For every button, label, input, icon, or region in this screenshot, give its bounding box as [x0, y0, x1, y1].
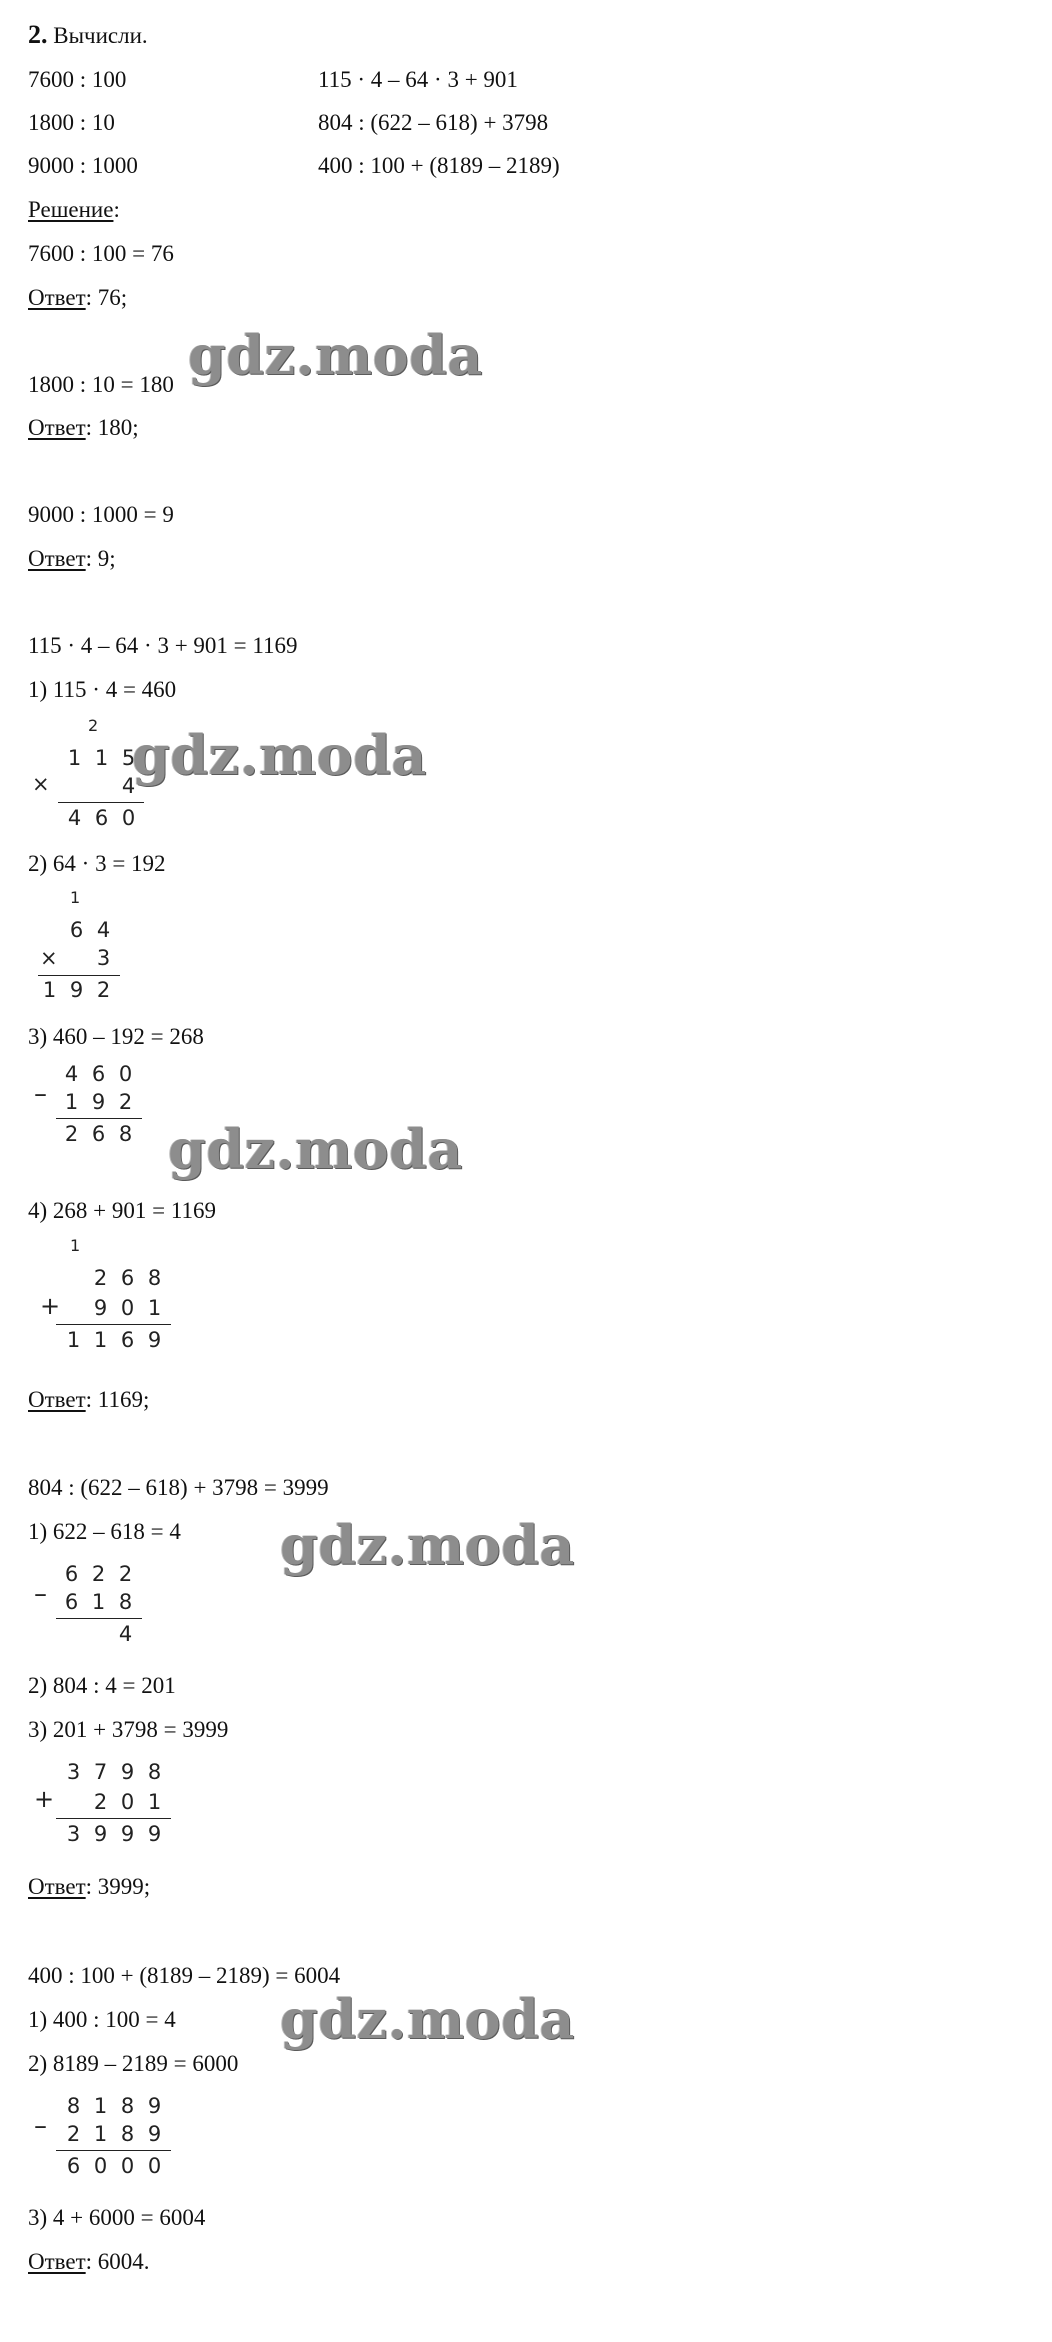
- operator-sign: –: [34, 1579, 47, 1609]
- result-number: [36, 978, 117, 1002]
- result-number: [60, 1328, 168, 1352]
- digit: 1: [67, 746, 82, 770]
- digit: 2: [91, 1562, 106, 1586]
- watermark: gdz.moda: [188, 323, 483, 387]
- top-number: [61, 746, 142, 770]
- watermark: gdz.moda: [280, 1987, 575, 2051]
- s2-equation: 1800 : 10 = 180: [28, 372, 174, 397]
- operator-sign: +: [34, 1785, 55, 1813]
- result-number: [60, 2154, 168, 2178]
- digit: 1: [147, 1790, 162, 1814]
- answer-label: Ответ: [28, 1874, 86, 1899]
- s5-answer: [28, 1875, 150, 1898]
- bottom-number: [58, 1590, 139, 1614]
- digit: 2: [64, 1122, 79, 1146]
- digit: 1: [93, 1328, 108, 1352]
- result-line: [56, 1618, 142, 1619]
- s4-step-4: 4) 268 + 901 = 1169: [28, 1198, 216, 1223]
- operator-sign: –: [34, 2111, 47, 2141]
- bottom-number: [87, 1790, 168, 1814]
- digit: 3: [66, 1822, 81, 1846]
- s6-answer: [28, 2250, 150, 2273]
- s5-step-2: 2) 804 : 4 = 201: [28, 1673, 176, 1698]
- s1-answer: [28, 286, 127, 309]
- answer-value: : 6004.: [85, 2249, 150, 2274]
- digit: 1: [66, 1328, 81, 1352]
- column-multiplication-64x3: [28, 888, 148, 1008]
- digit: 7: [93, 1760, 108, 1784]
- s6-step-1: 1) 400 : 100 = 4: [28, 2007, 176, 2032]
- task-right-3: 400 : 100 + (8189 – 2189): [318, 153, 560, 178]
- result-number: [61, 806, 142, 830]
- digit: 0: [120, 2154, 135, 2178]
- s5-step-3: 3) 201 + 3798 = 3999: [28, 1717, 229, 1742]
- digit: 6: [91, 1062, 106, 1086]
- bottom-number: [58, 1090, 139, 1114]
- column-addition-268-901: [28, 1236, 188, 1356]
- digit: 0: [93, 2154, 108, 2178]
- s4-step-2: 2) 64 · 3 = 192: [28, 851, 166, 876]
- exercise-number: 2.: [28, 20, 48, 49]
- digit: 0: [120, 1790, 135, 1814]
- digit: 6: [64, 1590, 79, 1614]
- result-line: [56, 1818, 171, 1819]
- digit: 6: [94, 806, 109, 830]
- answer-value: : 180;: [85, 415, 139, 440]
- s4-answer: [28, 1388, 149, 1411]
- result-line: [56, 1118, 142, 1119]
- digit: 0: [121, 806, 136, 830]
- s3-equation: 9000 : 1000 = 9: [28, 502, 174, 527]
- bottom-number: [87, 1296, 168, 1320]
- column-subtraction-622-618: [28, 1562, 158, 1662]
- result-line: [56, 1324, 171, 1325]
- s1-equation: 7600 : 100 = 76: [28, 241, 174, 266]
- result-number: [60, 1822, 168, 1846]
- answer-value: : 3999;: [85, 1874, 151, 1899]
- bottom-number: [60, 2122, 168, 2146]
- solution-label: Решение: [28, 197, 114, 222]
- answer-label: Ответ: [28, 2249, 86, 2274]
- task-left-1: 7600 : 100: [28, 67, 127, 92]
- digit: 0: [120, 1296, 135, 1320]
- bottom-number: [90, 946, 117, 970]
- digit: 8: [120, 2094, 135, 2118]
- digit: 6: [64, 1562, 79, 1586]
- carry-digit: 2: [88, 716, 99, 735]
- digit: 8: [118, 1122, 133, 1146]
- s6-step-2: 2) 8189 – 2189 = 6000: [28, 2051, 239, 2076]
- digit: 3: [96, 946, 111, 970]
- digit: 1: [64, 1090, 79, 1114]
- s4-equation: 115 · 4 – 64 · 3 + 901 = 1169: [28, 633, 298, 658]
- s5-equation: 804 : (622 – 618) + 3798 = 3999: [28, 1475, 329, 1500]
- result-line: [58, 802, 144, 803]
- answer-value: : 1169;: [85, 1387, 150, 1412]
- column-subtraction-8189-2189: [28, 2094, 188, 2194]
- top-number: [60, 2094, 168, 2118]
- answer-label: Ответ: [28, 415, 86, 440]
- answer-label: Ответ: [28, 1387, 86, 1412]
- digit: 9: [147, 2094, 162, 2118]
- operator-sign: –: [34, 1079, 47, 1109]
- digit: 6: [120, 1328, 135, 1352]
- s5-step-1: 1) 622 – 618 = 4: [28, 1519, 181, 1544]
- digit: 1: [42, 978, 57, 1002]
- digit: 9: [93, 1296, 108, 1320]
- digit: 9: [91, 1090, 106, 1114]
- digit: 2: [93, 1266, 108, 1290]
- digit: 9: [69, 978, 84, 1002]
- s3-answer: [28, 547, 116, 570]
- operator-sign: ×: [40, 946, 58, 970]
- digit: 0: [147, 2154, 162, 2178]
- task-left-2: 1800 : 10: [28, 110, 115, 135]
- digit: 1: [147, 1296, 162, 1320]
- digit: 1: [91, 1590, 106, 1614]
- digit: 8: [120, 2122, 135, 2146]
- exercise-title: Вычисли.: [53, 23, 148, 48]
- digit: 6: [91, 1122, 106, 1146]
- answer-value: : 76;: [85, 285, 128, 310]
- digit: 6: [66, 2154, 81, 2178]
- carry-digit: 1: [70, 888, 81, 907]
- operator-sign: +: [40, 1292, 61, 1320]
- digit: 4: [64, 1062, 79, 1086]
- watermark: gdz.moda: [168, 1117, 463, 1181]
- s6-step-3: 3) 4 + 6000 = 6004: [28, 2205, 206, 2230]
- top-number: [60, 1760, 168, 1784]
- carry-digit: 1: [70, 1236, 81, 1255]
- digit: 9: [120, 1760, 135, 1784]
- top-number: [87, 1266, 168, 1290]
- exercise-header: [28, 22, 148, 48]
- result-line: [38, 975, 120, 976]
- digit: 0: [118, 1062, 133, 1086]
- digit: 9: [147, 2122, 162, 2146]
- result-number: [112, 1622, 139, 1646]
- top-number: [63, 918, 117, 942]
- task-right-1: 115 · 4 – 64 · 3 + 901: [318, 67, 518, 92]
- column-addition-3798-201: [28, 1760, 188, 1860]
- digit: 8: [147, 1760, 162, 1784]
- digit: 8: [147, 1266, 162, 1290]
- digit: 1: [93, 2094, 108, 2118]
- digit: 5: [121, 746, 136, 770]
- watermark: gdz.moda: [280, 1513, 575, 1577]
- digit: 6: [120, 1266, 135, 1290]
- digit: 2: [118, 1562, 133, 1586]
- digit: 4: [121, 774, 136, 798]
- operator-sign: ×: [32, 772, 50, 796]
- s2-answer: [28, 416, 139, 439]
- digit: 1: [93, 2122, 108, 2146]
- answer-label: Ответ: [28, 285, 86, 310]
- digit: 9: [120, 1822, 135, 1846]
- digit: 9: [93, 1822, 108, 1846]
- digit: 8: [66, 2094, 81, 2118]
- watermark: gdz.moda: [132, 723, 427, 787]
- digit: 4: [118, 1622, 133, 1646]
- digit: 2: [93, 1790, 108, 1814]
- digit: 4: [67, 806, 82, 830]
- answer-label: Ответ: [28, 546, 86, 571]
- result-number: [58, 1122, 139, 1146]
- task-left-3: 9000 : 1000: [28, 153, 138, 178]
- solution-heading: Решение:: [28, 197, 120, 222]
- digit: 6: [69, 918, 84, 942]
- answer-value: : 9;: [85, 546, 116, 571]
- digit: 9: [147, 1328, 162, 1352]
- digit: 8: [118, 1590, 133, 1614]
- digit: 2: [118, 1090, 133, 1114]
- top-number: [58, 1562, 139, 1586]
- top-number: [58, 1062, 139, 1086]
- digit: 4: [96, 918, 111, 942]
- result-line: [56, 2150, 171, 2151]
- digit: 1: [94, 746, 109, 770]
- digit: 3: [66, 1760, 81, 1784]
- digit: 9: [147, 1822, 162, 1846]
- s6-equation: 400 : 100 + (8189 – 2189) = 6004: [28, 1963, 341, 1988]
- column-subtraction-460-192: [28, 1062, 158, 1162]
- s4-step-3: 3) 460 – 192 = 268: [28, 1024, 204, 1049]
- s4-step-1: 1) 115 · 4 = 460: [28, 677, 177, 702]
- digit: 2: [66, 2122, 81, 2146]
- task-right-2: 804 : (622 – 618) + 3798: [318, 110, 549, 135]
- digit: 2: [96, 978, 111, 1002]
